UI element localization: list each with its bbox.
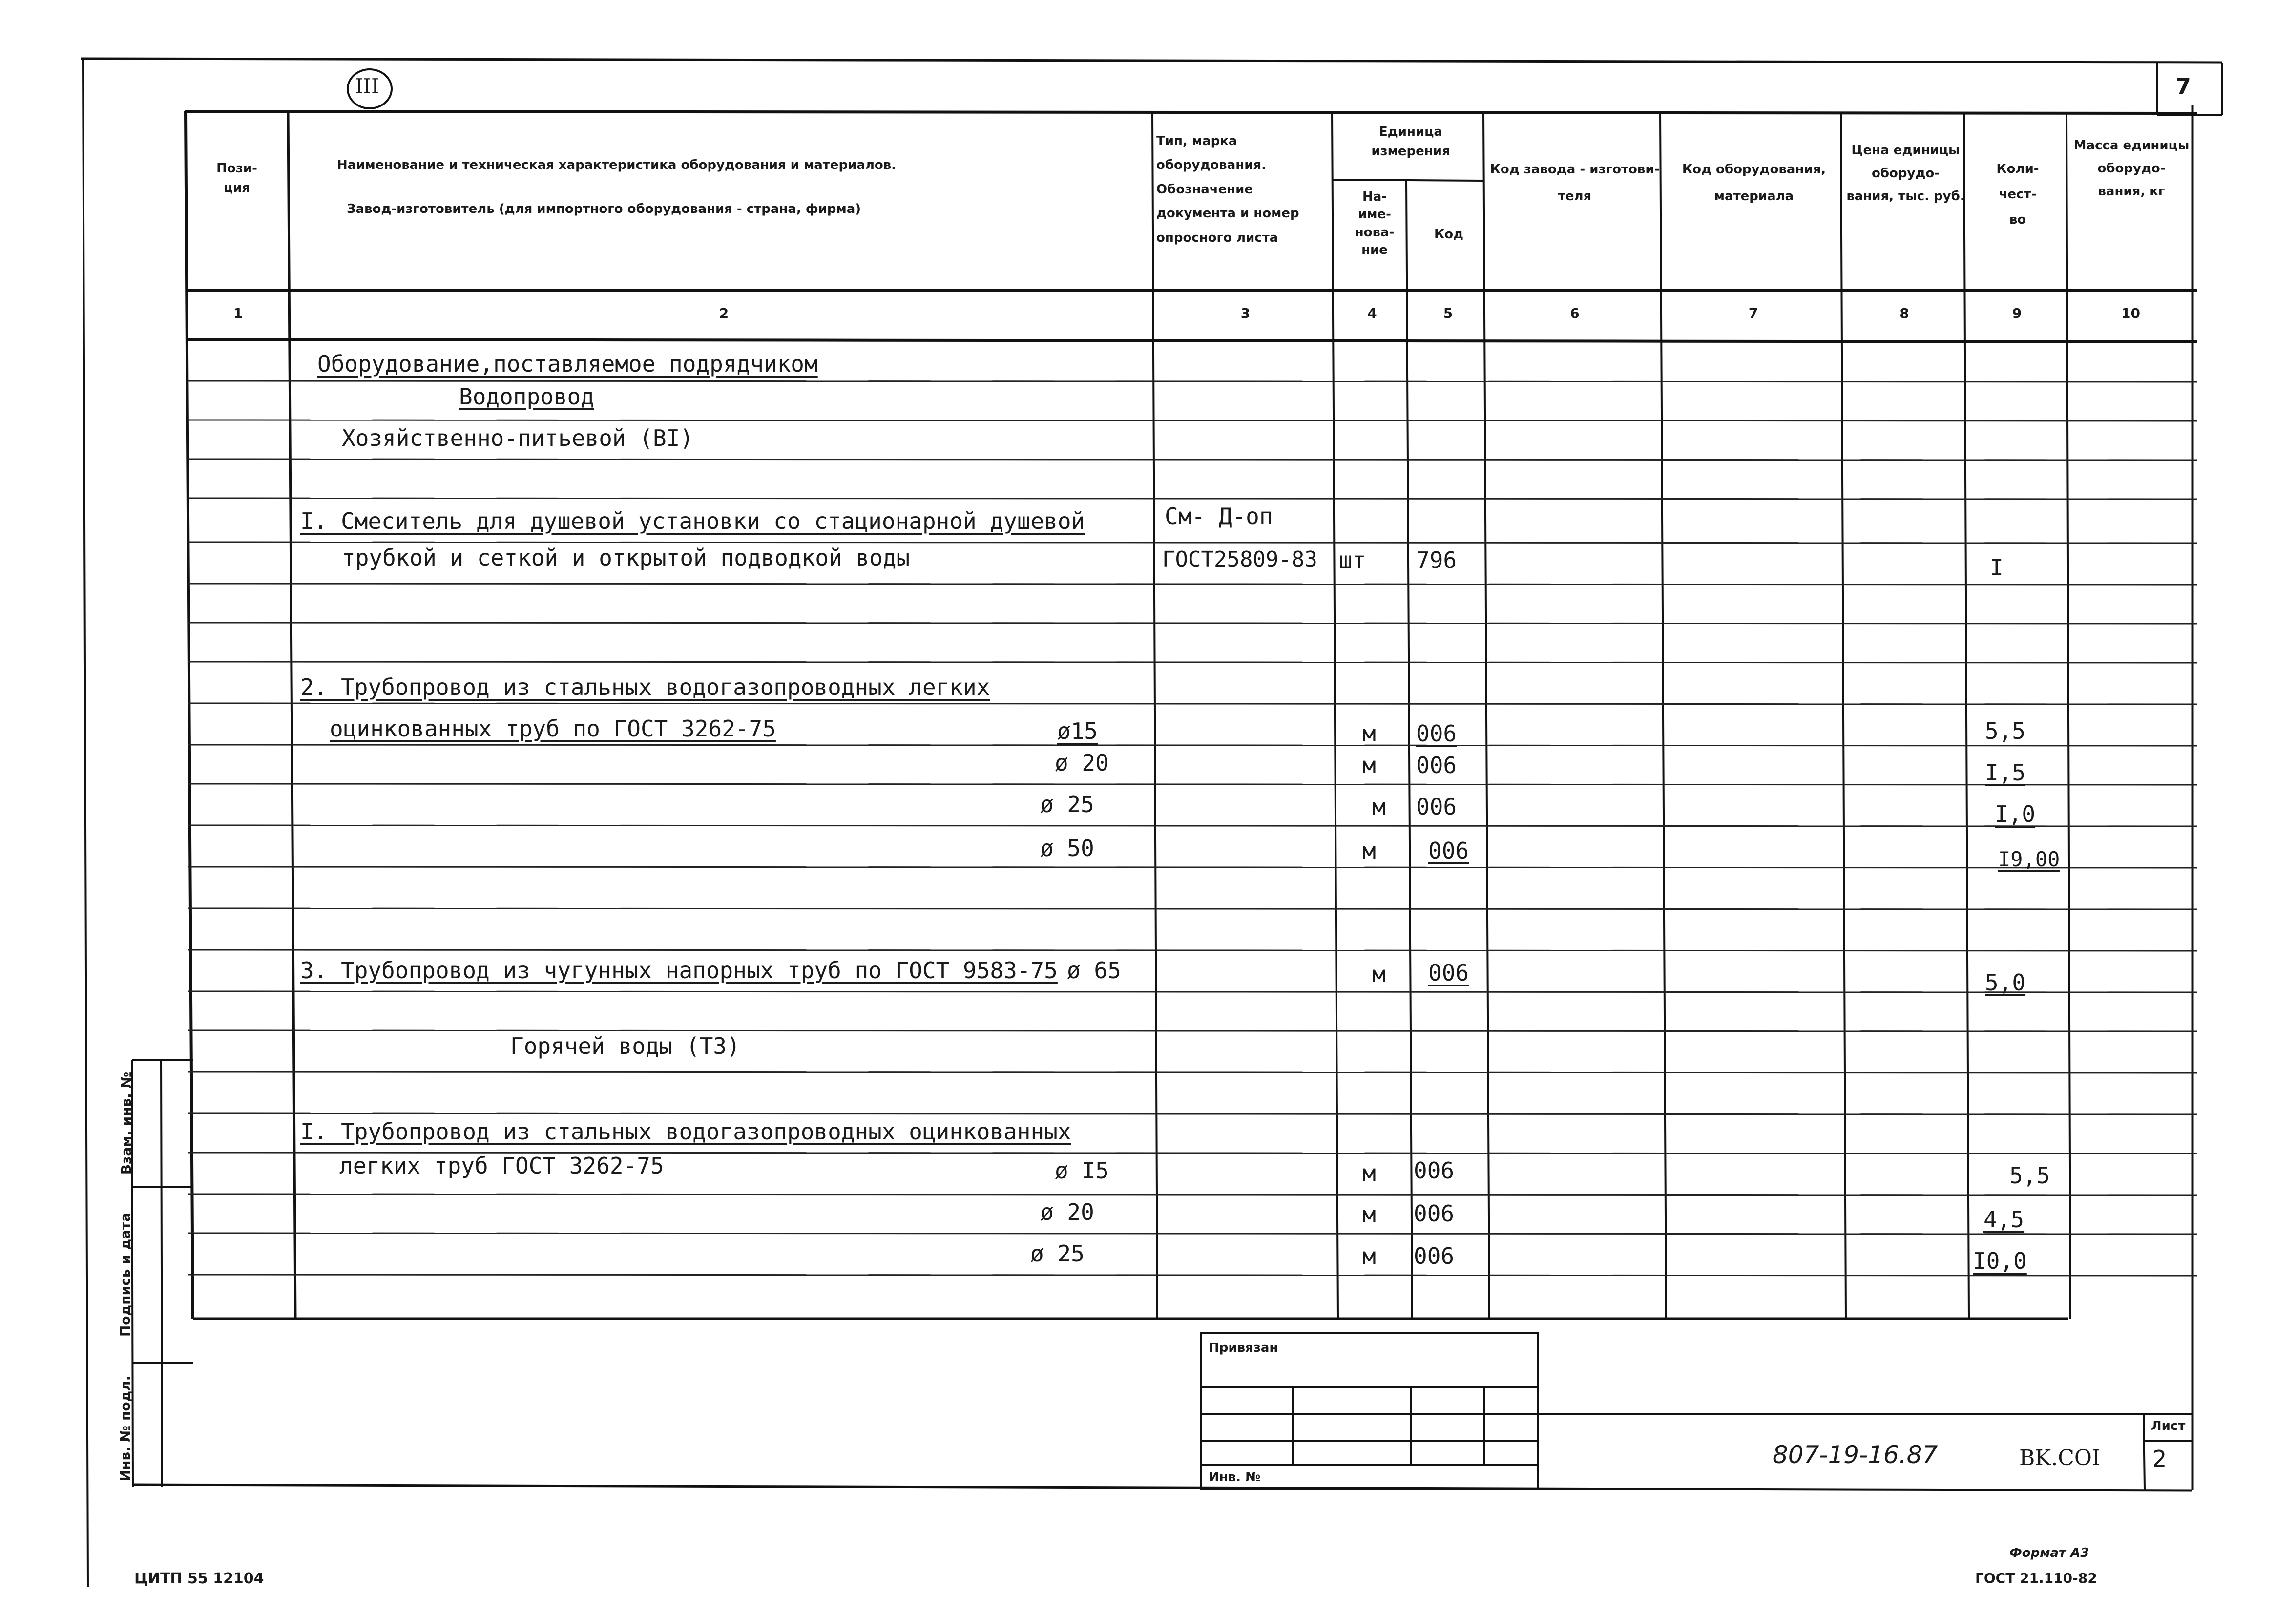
side-label-vzam: Взам. инв. №: [118, 1071, 134, 1175]
side-label-inv-podl: Инв. № подл.: [117, 1375, 133, 1482]
hot1-unit-2: м: [1362, 1201, 1376, 1228]
item1-qty: I: [1990, 554, 2004, 581]
stamp-privyazan: Привязан: [1209, 1341, 1278, 1355]
stamp-list-value: 2: [2152, 1446, 2167, 1472]
section-b1: Хозяйственно-питьевой (BI): [342, 425, 694, 451]
header-price: Цена единицы оборудо- вания, тыс. руб.: [1846, 143, 1965, 204]
header-position: Пози- ция: [216, 161, 257, 196]
item2-line1: 2. Трубопровод из стальных водогазопроводных легких: [300, 674, 990, 700]
hot1-diameter-20: ø 20: [1040, 1199, 1094, 1225]
header-equipment-code: Код оборудования, материала: [1682, 162, 1826, 204]
stamp-inv-no: Инв. №: [1209, 1470, 1261, 1485]
footer-gost: ГОСТ 21.110-82: [1975, 1570, 2097, 1586]
header-name-line1: Наименование и техническая характеристика оборудования и материалов.: [337, 158, 897, 172]
item2-qty-3: I,0: [1995, 801, 2036, 827]
item1-unit: шт: [1339, 547, 1366, 573]
item3-qty: 5,0: [1985, 969, 2026, 996]
footer-format: Формат А3: [2009, 1546, 2089, 1560]
header-name-line2: Завод-изготовитель (для импортного оборудования - страна, фирма): [347, 202, 861, 216]
item2-qty-1: 5,5: [1985, 718, 2026, 744]
header-type: Тип, марка оборудования. Обозначение документа и номер опросного листа: [1156, 134, 1299, 245]
item2-diameter-25: ø 25: [1040, 791, 1094, 818]
stamp-list-label: Лист: [2151, 1419, 2186, 1433]
item1-code: 796: [1416, 547, 1457, 573]
item2-unit-2: м: [1362, 752, 1376, 778]
col-num-6: 6: [1570, 305, 1580, 321]
header-unit-name: На- име- нова- ние: [1355, 189, 1395, 258]
item2-qty-4: I9,00: [1998, 847, 2060, 871]
stamp-doc-code: 807-19-16.87: [1773, 1441, 1938, 1469]
side-label-podpis: Подпись и дата: [117, 1212, 133, 1337]
item1-gost: ГОСТ25809-83: [1162, 547, 1317, 572]
item3-line1: 3. Трубопровод из чугунных напорных труб по ГОСТ 9583-75: [300, 957, 1058, 984]
col-num-9: 9: [2012, 305, 2022, 321]
stamp-sheet-code: BK.COI: [2019, 1446, 2101, 1470]
page-number: 7: [2175, 73, 2192, 100]
hot1-code-1: 006: [1414, 1157, 1455, 1184]
col-num-1: 1: [233, 305, 243, 321]
col-num-8: 8: [1899, 305, 1909, 321]
header-mass: Масса единицы оборудо- вания, кг: [2073, 138, 2190, 199]
hot1-qty-2: 4,5: [1983, 1206, 2025, 1233]
item1-line1: I. Смеситель для душевой установки со стационарной душевой: [300, 508, 1085, 534]
item2-qty-2: I,5: [1985, 759, 2026, 786]
col-num-10: 10: [2121, 305, 2140, 321]
footer-left: ЦИТП 55 12104: [134, 1570, 264, 1587]
item2-unit-1: м: [1362, 720, 1376, 747]
col-num-2: 2: [719, 305, 729, 321]
item2-line2: оцинкованных труб по ГОСТ 3262-75: [330, 715, 776, 742]
col-num-3: 3: [1240, 305, 1251, 321]
header-quantity: Коли- чест- во: [1996, 162, 2039, 227]
item2-code-1: 006: [1416, 720, 1457, 747]
col-num-4: 4: [1367, 305, 1377, 321]
item2-code-3: 006: [1416, 794, 1457, 820]
col-num-5: 5: [1443, 305, 1453, 321]
hot1-code-3: 006: [1414, 1243, 1455, 1269]
hot1-unit-1: м: [1362, 1160, 1376, 1186]
hot1-line2: легких труб ГОСТ 3262-75: [339, 1153, 664, 1179]
hot1-qty-1: 5,5: [2009, 1162, 2050, 1189]
hot1-diameter-25: ø 25: [1030, 1240, 1085, 1267]
item2-code-4: 006: [1428, 838, 1469, 864]
section-title: Оборудование,поставляемое подрядчиком: [317, 351, 818, 377]
hot1-unit-3: м: [1362, 1243, 1376, 1269]
hot1-line1: I. Трубопровод из стальных водогазопроводных оцинкованных: [300, 1118, 1071, 1145]
header-unit-code: Код: [1434, 227, 1464, 242]
item2-code-2: 006: [1416, 752, 1457, 778]
col-num-7: 7: [1748, 305, 1758, 321]
circle-mark: III: [355, 74, 379, 98]
hot1-code-2: 006: [1414, 1200, 1455, 1227]
hot1-diameter-15: ø I5: [1055, 1157, 1109, 1184]
section-water: Водопровод: [459, 383, 594, 410]
item3-unit: м: [1372, 961, 1386, 987]
item2-unit-4: м: [1362, 838, 1376, 864]
item2-unit-3: м: [1372, 794, 1386, 820]
header-factory-code: Код завода - изготови- теля: [1490, 162, 1660, 204]
item3-diameter-65: ø 65: [1067, 957, 1121, 984]
header-unit: Единица измерения: [1371, 125, 1450, 159]
item2-diameter-15: ø15: [1057, 718, 1098, 744]
item3-code: 006: [1428, 960, 1469, 986]
hot1-qty-3: I0,0: [1973, 1248, 2027, 1274]
item1-line2: трубкой и сеткой и открытой подводкой воды: [342, 545, 910, 571]
item1-type: См- Д-оп: [1165, 503, 1273, 529]
item2-diameter-20: ø 20: [1055, 750, 1109, 776]
section-t3: Горячей воды (ТЗ): [510, 1033, 740, 1059]
item2-diameter-50: ø 50: [1040, 835, 1094, 861]
